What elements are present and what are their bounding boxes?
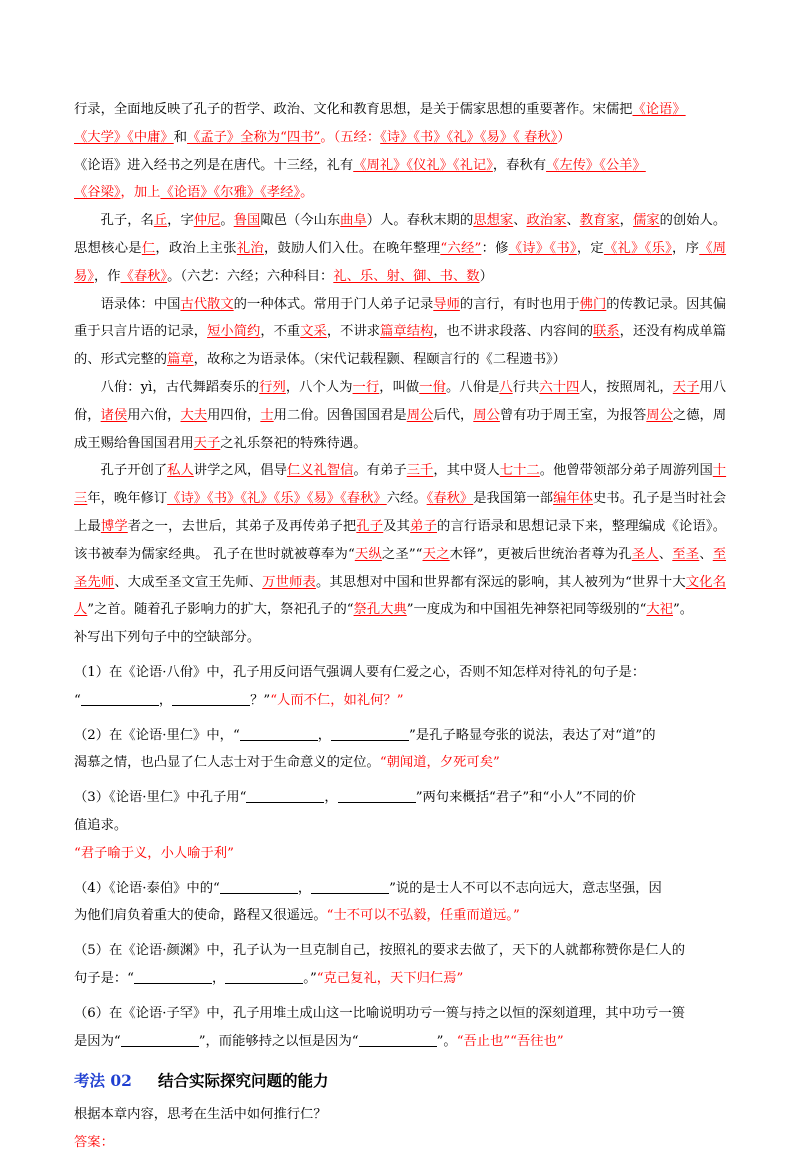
section-title: 结合实际探究问题的能力 [157, 1071, 329, 1091]
paragraph-confucius-teaching: 孔子开创了私人讲学之风，倡导仁义礼智信。有弟子三千，其中贤人七十二。他曾带领部分弟子周游列国十三年，晚年修订《诗》《书》《礼》《乐》《易》《春秋》六经。《春秋》是我国第一部编年体史书。孔子是当时社会上最博学者之一，去世后，其弟子及再传弟子把孔子及其弟子的言行语录和思想记录下来，整理编成《论语》。该书被奉为儒家经典。 孔子在世时就被尊奉为“天纵之圣”“天之木铎”，更被后世统治者尊为孔圣人、至圣、至圣先师、大成至圣文宣王先师、万世师表。其思想对中国和世界都有深远的影响，其人被列为“世界十大文化名人”之首。随着孔子影响力的扩大，祭祀孔子的“祭孔大典”一度成为和中国祖先神祭祀同等级别的“大祀”。 [74, 463, 727, 618]
question-3: （3）《论语·里仁》中孔子用“ ， ”两句来概括“君子”和“小人”不同的价 值追求。 “君子喻于义，小人喻于利” [74, 790, 636, 861]
answer-blank[interactable] [338, 788, 416, 803]
answer-blank[interactable] [246, 788, 324, 803]
paragraph-lunyu-classics: 行录，全面地反映了孔子的哲学、政治、文化和教育思想，是关于儒家思想的重要著作。宋儒把《论语》 《大学》《中庸》和《孟子》全称为“四书”。（五经：《诗》《书》《礼》《易》《 春秋》） 《论语》进入经书之列是在唐代。十三经，礼有《周礼》《仪礼》《礼记》，春秋有《左传》《公羊》 《谷梁》，加上《论语》《尔雅》《孝经》。 [74, 102, 686, 201]
question-1: （1）在《论语·八佾》中，孔子用反问语气强调人要有仁爱之心，否则不知怎样对待礼的句子是： “ ， ？”“人而不仁，如礼何？” [74, 664, 646, 708]
fill-intro: 补写出下列句子中的空缺部分。 [74, 630, 261, 646]
answer-label: 答案： [74, 1135, 114, 1151]
section-heading [74, 1067, 726, 1095]
question-2: （2）在《论语·里仁》中，“ ， ”是孔子略显夸张的说法，表达了对“道”的 渴慕之情，也凸显了仁人志士对于生命意义的定位。“朝闻道，夕死可矣” [74, 727, 656, 771]
answer-blank[interactable] [240, 726, 318, 741]
paragraph-bayi: 八佾：yì，古代舞蹈奏乐的行列，八个人为一行，叫做一佾。八佾是八行共六十四人，按照周礼，天子用八佾，诸侯用六佾，大夫用四佾，士用二佾。因鲁国国君是周公后代，周公曾有功于周王室，为报答周公之德，周成王赐给鲁国国君用天子之礼乐祭祀的特殊待遇。 [74, 379, 727, 451]
answer-blank[interactable] [359, 1032, 437, 1047]
answer-blank[interactable] [331, 726, 409, 741]
section-question: 根据本章内容，思考在生活中如何推行仁？ [74, 1107, 327, 1123]
paragraph-quotation-style: 语录体：中国古代散文的一种体式。常用于门人弟子记录导师的言行，有时也用于佛门的传教记录。因其偏重于只言片语的记录，短小简约，不重文采，不讲求篇章结构，也不讲求段落、内容间的联系，还没有构成单篇的、形式完整的篇章，故称之为语录体。（宋代记载程颢、程颐言行的《二程遗书》） [74, 296, 727, 368]
paragraph-confucius-bio: 孔子，名丘，字仲尼。鲁国陬邑（今山东曲阜）人。春秋末期的思想家、政治家、教育家，儒家的创始人。思想核心是仁，政治上主张礼治，鼓励人们入仕。在晚年整理“六经”：修《诗》《书》，定《礼》《乐》，序《周易》，作《春秋》。（六艺：六经；六种科目：礼、乐、射、御、书、数） [74, 213, 727, 284]
section-number: 考法 02 [74, 1071, 132, 1091]
answer-blank[interactable] [134, 969, 212, 984]
answer-blank[interactable] [172, 691, 250, 706]
question-6: （6）在《论语·子罕》中，孔子用堆土成山这一比喻说明功亏一篑与持之以恒的深刻道理，其中功亏一篑 是因为“ ”，而能够持之以恒是因为“ ”。“吾止也”“吾往也” [74, 1005, 686, 1049]
answer-blank[interactable] [220, 879, 298, 894]
answer-blank[interactable] [81, 691, 159, 706]
document-page [74, 96, 726, 1157]
answer-blank[interactable] [121, 1032, 199, 1047]
answer-blank[interactable] [311, 879, 389, 894]
question-5: （5）在《论语·颜渊》中，孔子认为一旦克制自己，按照礼的要求去做了，天下的人就都称赞你是仁人的 句子是：“ ， 。”“克己复礼，天下归仁焉” [74, 943, 686, 986]
answer-blank[interactable] [225, 969, 303, 984]
question-4: （4）《论语·泰伯》中的“ ， ”说的是士人不可以不志向远大，意志坚强，因 为他们肩负着重大的使命，路程又很遥远。“士不可以不弘毅，任重而道远。” [74, 880, 662, 924]
